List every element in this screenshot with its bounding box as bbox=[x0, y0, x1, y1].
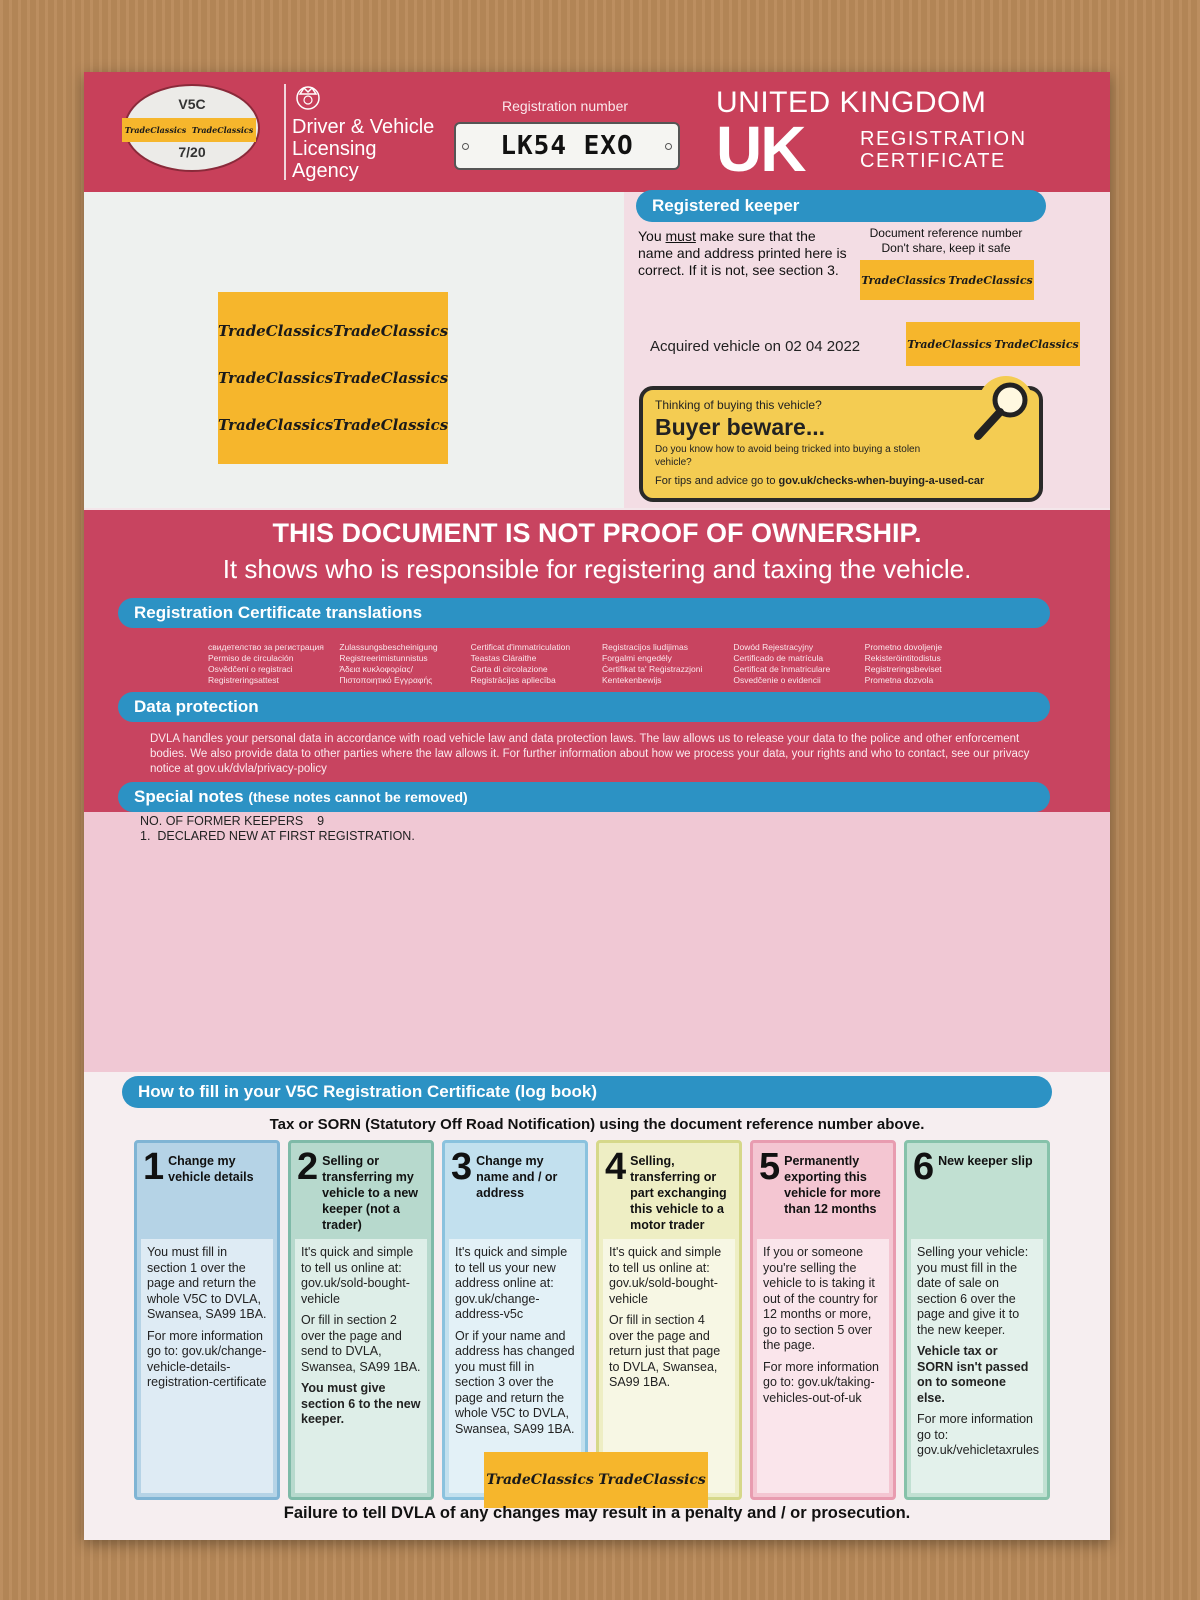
agency-name: Driver & Vehicle Licensing Agency bbox=[292, 116, 435, 182]
translation-item: Registreringsattest bbox=[208, 675, 279, 685]
card-change-vehicle-details: 1 Change my vehicle details You must fill in section 1 over the page and return the whole V5C to DVLA, Swansea, SA99 1BA. For more information go to: gov.uk/change-vehicle-details-registration-certificate bbox=[134, 1140, 280, 1500]
card-selling-to-trader: 4 Selling, transferring or part exchanging this vehicle to a motor trader It's quick and simple to tell us online at: gov.uk/sold-bought-vehicle Or fill in section 4 over the page and return just that page to DVLA, Swansea, SA99 1BA. bbox=[596, 1140, 742, 1500]
registration-number: LK54 EXO bbox=[500, 131, 634, 161]
buyer-beware-title: Buyer beware... bbox=[655, 414, 826, 440]
translation-item: Permiso de circulación bbox=[208, 653, 294, 663]
translation-item: Registrācijas apliecība bbox=[470, 675, 556, 685]
translation-column bbox=[208, 642, 331, 686]
translation-item: Certificado de matrícula bbox=[733, 653, 824, 663]
translation-item: Registreerimistunnistus bbox=[339, 653, 428, 663]
form-code-oval bbox=[124, 84, 260, 172]
translation-item: Certificat de înmatriculare bbox=[733, 664, 831, 674]
redaction-sticker: TradeClassics TradeClassics bbox=[122, 118, 256, 142]
v5c-certificate bbox=[84, 72, 1110, 1540]
data-protection-text: DVLA handles your personal data in accordance with road vehicle law and data protection laws. The law allows us to release your data to the police and other enforcement bodies. We also provide data to other parties where the law allows it. For further information about how we process your data, your rights and who to contact, see our privacy notice at gov.uk/dvla/privacy-policy bbox=[150, 733, 1030, 775]
translation-item: Osvedčenie o evidencii bbox=[733, 675, 821, 685]
translations-title: Registration Certificate translations bbox=[118, 598, 1050, 628]
translation-item: Kentekenbewijs bbox=[602, 675, 662, 685]
translation-column bbox=[865, 642, 988, 686]
translation-item: Dowód Rejestracyjny bbox=[733, 642, 814, 652]
country-title: UNITED KINGDOM bbox=[716, 86, 987, 119]
form-code: V5C bbox=[178, 96, 206, 112]
translation-column bbox=[733, 642, 856, 686]
failure-warning: Failure to tell DVLA of any changes may result in a penalty and / or prosecution. bbox=[283, 1504, 911, 1522]
redaction-sticker: TradeClassics TradeClassics bbox=[906, 322, 1080, 366]
how-to-cards bbox=[134, 1140, 1050, 1500]
keeper-instruction: You must make sure that the name and address printed here is correct. If it is not, see section 3. bbox=[638, 228, 847, 278]
keeper-address-panel bbox=[84, 192, 624, 508]
redaction-sticker: TradeClassics TradeClassics bbox=[860, 260, 1034, 300]
card-change-name-address: 3 Change my name and / or address It's quick and simple to tell us your new address online at: gov.uk/change-address-v5c Or if your name and address has changed you must fill in section 3 over the page and return the whole V5C to DVLA, Swansea, SA99 1BA. bbox=[442, 1140, 588, 1500]
translation-column bbox=[602, 642, 725, 686]
tax-sorn-line: Tax or SORN (Statutory Off Road Notification) using the document reference number above. bbox=[269, 1116, 925, 1133]
header-divider bbox=[284, 84, 286, 180]
magnifying-glass-icon bbox=[964, 370, 1044, 450]
document-reference: Document reference number Don't share, keep it safe bbox=[869, 226, 1023, 255]
translation-item: Registracijos liudijimas bbox=[602, 642, 688, 652]
translation-item: Zulassungsbescheinigung bbox=[339, 642, 438, 652]
special-notes-text: NO. OF FORMER KEEPERS 9 1. DECLARED NEW AT FIRST REGISTRATION. bbox=[140, 814, 415, 843]
translations-grid bbox=[208, 642, 988, 686]
translation-item: Osvědčení o registraci bbox=[208, 664, 293, 674]
card-new-keeper-slip: 6 New keeper slip Selling your vehicle: you must fill in the date of sale on section 6 over the page and give it to the new keeper. Vehicle tax or SORN isn't passed on to someone else. For more information go to: gov.uk/vehicletaxrules bbox=[904, 1140, 1050, 1500]
translation-item: Prometna dozvola bbox=[864, 675, 934, 685]
translation-column bbox=[471, 642, 594, 686]
translation-item: Forgalmi engedély bbox=[602, 653, 672, 663]
translation-item: свидетелство за регистрация bbox=[208, 642, 324, 652]
data-protection-title: Data protection bbox=[118, 692, 1050, 722]
not-proof-headline: THIS DOCUMENT IS NOT PROOF OF OWNERSHIP. bbox=[272, 518, 922, 548]
translation-item: Άδεια κυκλοφορίας/ bbox=[339, 664, 414, 674]
special-notes-title: Special notes (these notes cannot be removed) bbox=[118, 782, 1050, 812]
number-plate bbox=[454, 122, 680, 170]
plate-screw-icon bbox=[462, 143, 469, 150]
acquired-date: Acquired vehicle on 02 04 2022 bbox=[650, 338, 861, 355]
header-band bbox=[84, 72, 1110, 192]
checks-link[interactable]: gov.uk/checks-when-buying-a-used-car bbox=[778, 475, 985, 487]
royal-crest-icon bbox=[290, 82, 326, 112]
form-version: 7/20 bbox=[178, 144, 206, 160]
redaction-sticker: TradeClassics TradeClassics bbox=[484, 1452, 708, 1508]
plate-screw-icon bbox=[665, 143, 672, 150]
translation-item: Certificat d'immatriculation bbox=[470, 642, 571, 652]
responsibility-subline: It shows who is responsible for registering and taxing the vehicle. bbox=[222, 554, 972, 584]
translation-item: Carta di circolazione bbox=[470, 664, 548, 674]
translation-item: Teastas Cláraithe bbox=[470, 653, 537, 663]
how-to-title: How to fill in your V5C Registration Certificate (log book) bbox=[122, 1076, 1052, 1108]
translation-column bbox=[339, 642, 462, 686]
translation-item: Πιστοποιητικό Εγγραφής bbox=[339, 675, 433, 685]
redaction-sticker: TradeClassics TradeClassics TradeClassics TradeClassics TradeClassics TradeClassics bbox=[218, 292, 448, 464]
certificate-title: REGISTRATION CERTIFICATE bbox=[860, 128, 1027, 172]
translation-item: Ċertifikat ta' Reġistrazzjoni bbox=[602, 664, 703, 674]
card-selling-to-new-keeper: 2 Selling or transferring my vehicle to a new keeper (not a trader) It's quick and simple to tell us online at: gov.uk/sold-bought-vehicle Or fill in section 2 over the page and send to DVLA, Swansea, SA99 1BA. You must give section 6 to the new keeper. bbox=[288, 1140, 434, 1500]
translation-item: Prometno dovoljenje bbox=[864, 642, 943, 652]
buyer-beware-box: Thinking of buying this vehicle? Buyer beware... Do you know how to avoid being tricked into buying a stolen vehicle? For tips and advice go to gov.uk/checks-when-buying-a-used-car bbox=[639, 386, 1043, 502]
country-code: UK bbox=[716, 113, 805, 185]
registration-number-label: Registration number bbox=[501, 98, 629, 114]
translation-item: Registreringsbeviset bbox=[864, 664, 942, 674]
translation-item: Rekisteröintitodistus bbox=[864, 653, 941, 663]
registered-keeper-title: Registered keeper bbox=[636, 190, 1046, 222]
special-notes-panel bbox=[84, 812, 1110, 1072]
card-permanent-export: 5 Permanently exporting this vehicle for more than 12 months If you or someone you're selling the vehicle to is taking it out of the country for 12 months or more, go to section 5 over the page. For more information go to: gov.uk/taking-vehicles-out-of-uk bbox=[750, 1140, 896, 1500]
